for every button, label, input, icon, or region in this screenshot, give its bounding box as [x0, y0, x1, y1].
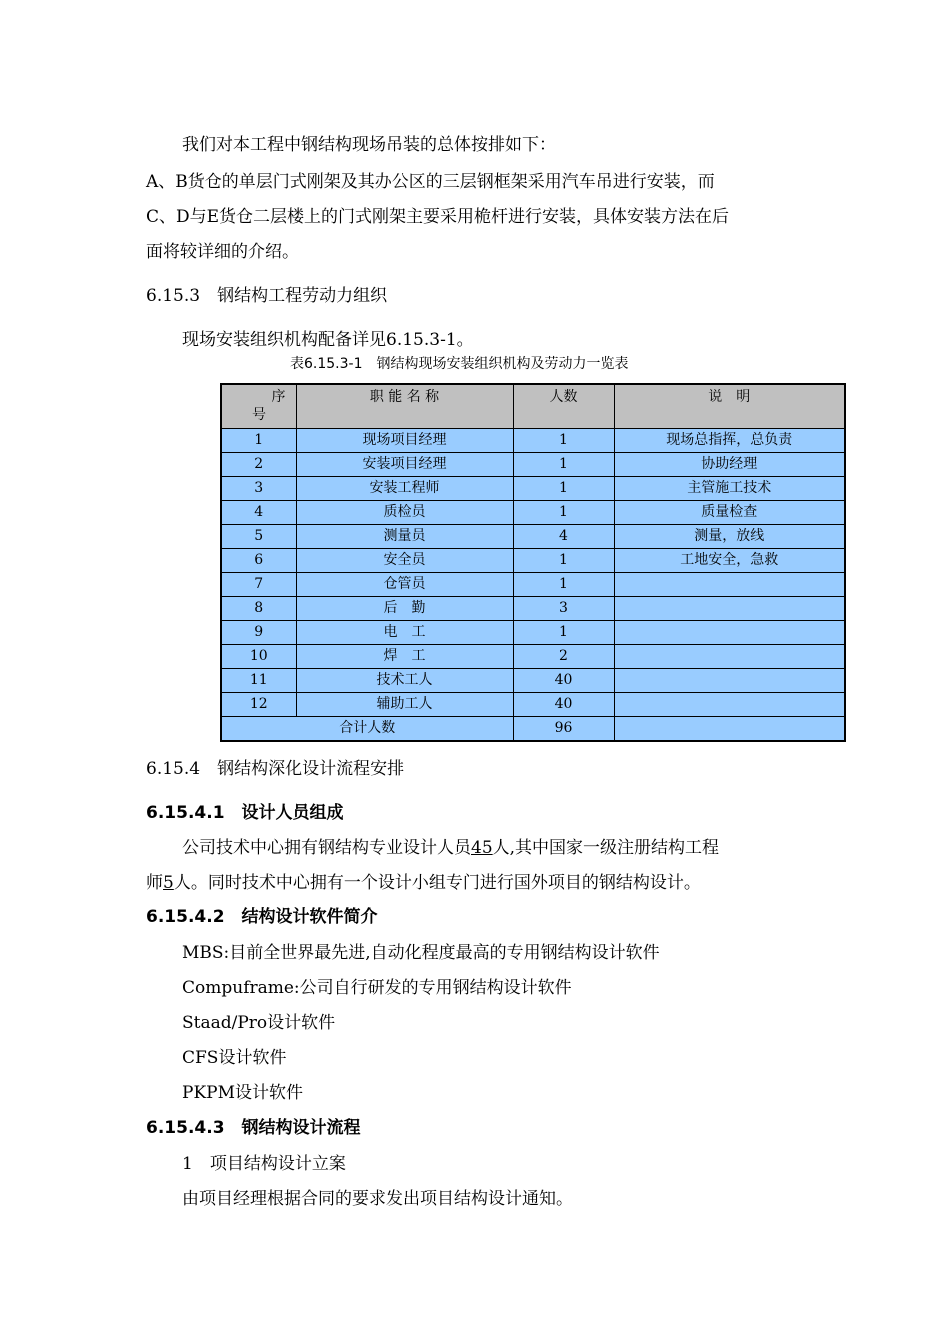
cell-seq: 2 — [221, 453, 296, 477]
section-text-6153: 现场安装组织机构配备详见6.15.3-1。 — [182, 330, 474, 350]
cell-count: 4 — [513, 525, 614, 549]
cell-seq: 11 — [221, 669, 296, 693]
cell-count: 1 — [513, 621, 614, 645]
cell-seq: 12 — [221, 693, 296, 717]
cell-count: 1 — [513, 573, 614, 597]
software-list-item: Staad/Pro设计软件 — [182, 1013, 336, 1033]
table-row — [221, 525, 845, 549]
intro-paragraph-line: A、B货仓的单层门式刚架及其办公区的三层钢框架采用汽车吊进行安装，而 — [146, 172, 715, 192]
cell-note — [614, 573, 845, 597]
cell-note: 工地安全，急救 — [614, 549, 845, 573]
cell-seq: 8 — [221, 597, 296, 621]
cell-count: 1 — [513, 429, 614, 453]
cell-count: 2 — [513, 645, 614, 669]
header-role: 职 能 名 称 — [296, 384, 513, 429]
table-row — [221, 573, 845, 597]
cell-role: 安装项目经理 — [296, 453, 513, 477]
designers-paragraph-line — [182, 836, 719, 860]
cell-count: 1 — [513, 477, 614, 501]
table-row — [221, 597, 845, 621]
intro-paragraph-line: 面将较详细的介绍。 — [146, 242, 299, 262]
software-list-item: Compuframe:公司自行研发的专用钢结构设计软件 — [182, 978, 572, 998]
software-list-item: MBS:目前全世界最先进,自动化程度最高的专用钢结构设计软件 — [182, 943, 660, 963]
cell-role: 现场项目经理 — [296, 429, 513, 453]
section-heading-6153: 6.15.3 钢结构工程劳动力组织 — [146, 286, 388, 306]
table-header-row — [221, 384, 845, 429]
software-list-item: PKPM设计软件 — [182, 1083, 303, 1103]
cell-role: 电 工 — [296, 621, 513, 645]
cell-seq: 1 — [221, 429, 296, 453]
cell-role: 辅助工人 — [296, 693, 513, 717]
cell-seq: 10 — [221, 645, 296, 669]
section-heading-61541: 6.15.4.1 设计人员组成 — [146, 803, 344, 823]
cell-role: 后 勤 — [296, 597, 513, 621]
cell-count: 40 — [513, 669, 614, 693]
designers-count: 45 — [471, 838, 493, 858]
cell-seq: 7 — [221, 573, 296, 597]
cell-count: 1 — [513, 549, 614, 573]
cell-note: 协助经理 — [614, 453, 845, 477]
header-count: 人数 — [513, 384, 614, 429]
intro-paragraph-line: C、D与E货仓二层楼上的门式刚架主要采用桅杆进行安装，具体安装方法在后 — [146, 207, 730, 227]
table-row — [221, 621, 845, 645]
table-row — [221, 549, 845, 573]
header-seq-top: 序 — [271, 389, 286, 405]
cell-note — [614, 597, 845, 621]
table-total-row — [221, 717, 845, 742]
cell-count: 1 — [513, 501, 614, 525]
registered-engineers-count: 5 — [163, 873, 174, 893]
table-caption: 表6.15.3-1 钢结构现场安装组织机构及劳动力一览表 — [290, 356, 629, 372]
cell-seq: 4 — [221, 501, 296, 525]
header-note: 说 明 — [614, 384, 845, 429]
cell-note — [614, 669, 845, 693]
process-step-title: 1 项目结构设计立案 — [182, 1154, 346, 1174]
table-row — [221, 477, 845, 501]
table-row — [221, 453, 845, 477]
cell-note — [614, 621, 845, 645]
cell-note: 主管施工技术 — [614, 477, 845, 501]
table-row — [221, 645, 845, 669]
cell-note — [614, 645, 845, 669]
header-seq — [221, 384, 296, 429]
cell-role: 仓管员 — [296, 573, 513, 597]
cell-count: 3 — [513, 597, 614, 621]
process-step-text: 由项目经理根据合同的要求发出项目结构设计通知。 — [182, 1189, 573, 1209]
total-note — [614, 717, 845, 742]
cell-note — [614, 693, 845, 717]
designers-text: 师 — [146, 873, 163, 893]
table-row — [221, 669, 845, 693]
cell-count: 40 — [513, 693, 614, 717]
cell-seq: 9 — [221, 621, 296, 645]
designers-paragraph-line — [146, 871, 701, 895]
section-heading-61543: 6.15.4.3 钢结构设计流程 — [146, 1118, 361, 1138]
table-row — [221, 693, 845, 717]
cell-role: 安全员 — [296, 549, 513, 573]
cell-note: 测量，放线 — [614, 525, 845, 549]
cell-role: 焊 工 — [296, 645, 513, 669]
cell-role: 安装工程师 — [296, 477, 513, 501]
cell-role: 测量员 — [296, 525, 513, 549]
total-count: 96 — [513, 717, 614, 742]
staff-table — [220, 383, 846, 742]
designers-text: 人。同时技术中心拥有一个设计小组专门进行国外项目的钢结构设计。 — [173, 873, 701, 893]
cell-note: 质量检查 — [614, 501, 845, 525]
designers-text: 公司技术中心拥有钢结构专业设计人员 — [182, 838, 471, 858]
section-heading-6154: 6.15.4 钢结构深化设计流程安排 — [146, 759, 405, 779]
table-row — [221, 429, 845, 453]
intro-paragraph-line: 我们对本工程中钢结构现场吊装的总体按排如下： — [182, 135, 556, 155]
cell-seq: 6 — [221, 549, 296, 573]
cell-seq: 5 — [221, 525, 296, 549]
software-list-item: CFS设计软件 — [182, 1048, 287, 1068]
designers-text: 人,其中国家一级注册结构工程 — [492, 838, 720, 858]
cell-role: 质检员 — [296, 501, 513, 525]
cell-count: 1 — [513, 453, 614, 477]
cell-note: 现场总指挥，总负责 — [614, 429, 845, 453]
total-label: 合计人数 — [221, 717, 513, 742]
table-row — [221, 501, 845, 525]
header-seq-bottom: 号 — [252, 407, 266, 423]
cell-role: 技术工人 — [296, 669, 513, 693]
section-heading-61542: 6.15.4.2 结构设计软件简介 — [146, 907, 378, 927]
cell-seq: 3 — [221, 477, 296, 501]
